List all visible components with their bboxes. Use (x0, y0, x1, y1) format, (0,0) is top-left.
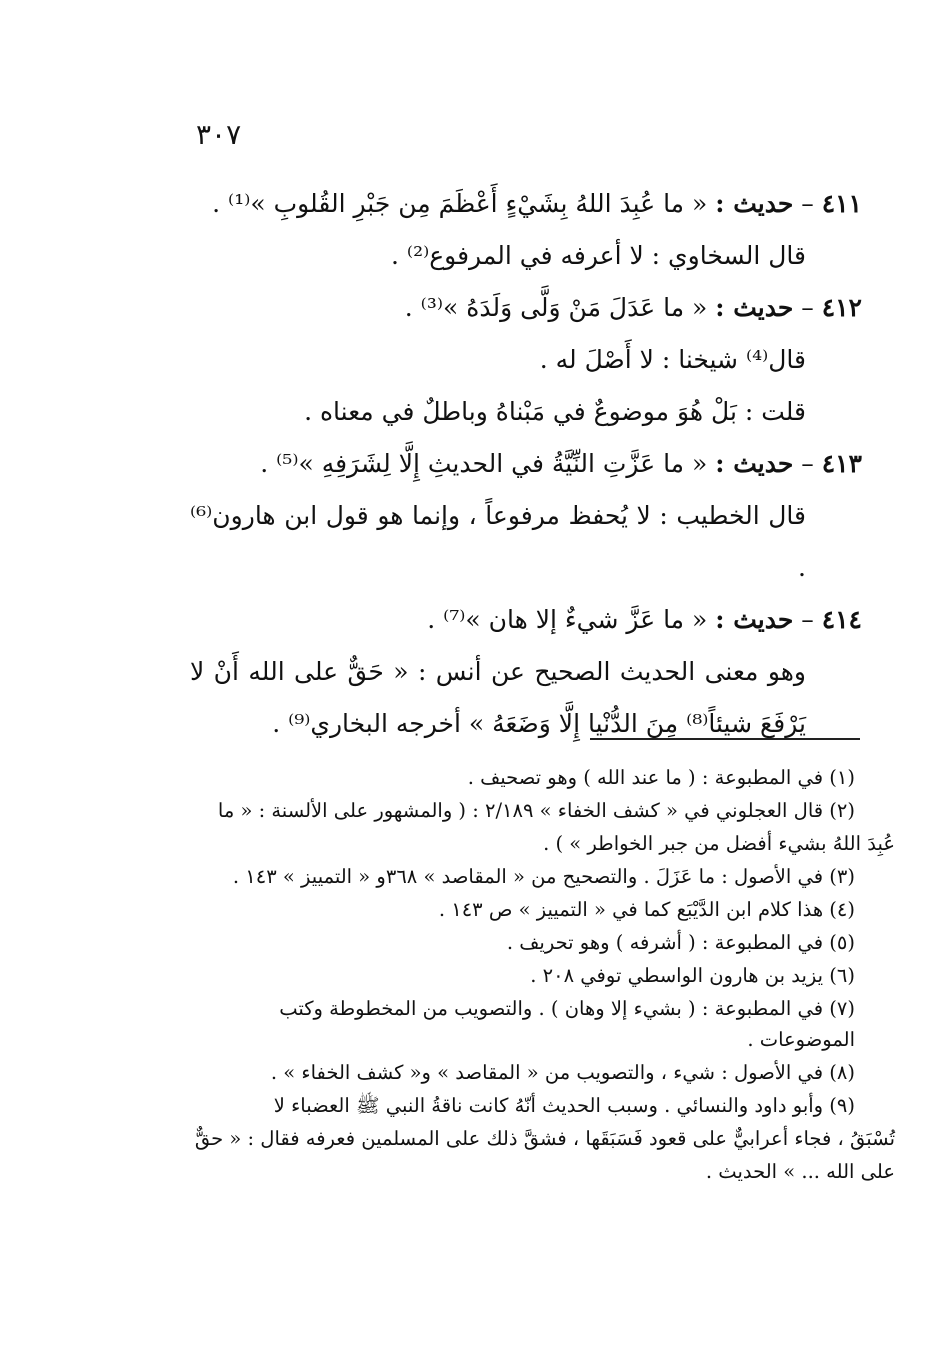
hadith-414 (190, 594, 862, 646)
main-text (190, 178, 862, 750)
hadith-keyword: حديث : (715, 189, 794, 218)
footnote-1: (١) في المطبوعة : ( ما عند الله ) وهو تصحيف . (467, 766, 855, 789)
commentary-411: قال السخاوي : لا أعرفه في المرفوع⁽²⁾ . (391, 241, 806, 270)
commentary-414: وهو معنى الحديث الصحيح عن أنس : « حَقٌّ على الله أَنْ لا يَرْفَعَ شيئاً⁽⁸⁾ مِنَ الدُّنْيا إِلَّا وَضَعَهُ » أخرجه البخاري⁽⁹⁾ . (190, 657, 806, 738)
dash: – (801, 189, 814, 218)
footnote-4: (٤) هذا كلام ابن الدَّيْبَع كما في « التمييز » ص ١٤٣ . (438, 898, 855, 921)
hadith-text: « ما عَزَّ شيءٌ إلا هان »⁽⁷⁾ . (427, 605, 708, 634)
hadith-number: ٤١٣ (821, 449, 862, 478)
footnote-2: (٢) قال العجلوني في « كشف الخفاء » ٢/١٨٩ : ( والمشهور على الألسنة : « ما (217, 799, 855, 822)
hadith-413 (190, 438, 862, 490)
hadith-number: ٤١٢ (821, 293, 862, 322)
commentary-413: قال الخطيب : لا يُحفظ مرفوعاً ، وإنما هو قول ابن هارون⁽⁶⁾ . (190, 501, 806, 582)
hadith-keyword: حديث : (715, 605, 794, 634)
footnotes (190, 760, 895, 1189)
footnote-9-cont: تُسْبَقُ ، فجاء أعرابيٌّ على قعود فَسَبَقَها ، فشقَّ ذلك على المسلمين فعرفه فقال : « حقٌّ (194, 1127, 895, 1150)
footnote-8: (٨) في الأصول : شيء ، والتصويب من « المقاصد » و« كشف الخفاء » . (270, 1061, 855, 1084)
hadith-text: « ما عَزَّتِ النِّيَّةُ في الحديثِ إِلَّا لِشَرَفِهِ »⁽⁵⁾ . (260, 449, 708, 478)
hadith-keyword: حديث : (715, 293, 794, 322)
hadith-number: ٤١١ (821, 189, 862, 218)
hadith-411 (190, 178, 862, 230)
hadith-412 (190, 282, 862, 334)
hadith-number: ٤١٤ (821, 605, 862, 634)
dash: – (801, 293, 814, 322)
commentary-412-b: قلت : بَلْ هُوَ موضوعٌ في مَبْناهُ وباطلٌ في معناه . (304, 397, 806, 426)
footnote-9: (٩) وأبو داود والنسائي . وسبب الحديث أنّهُ كانت ناقةُ النبي ﷺ العضباء لا (273, 1094, 855, 1117)
footnote-7: (٧) في المطبوعة : ( بشيء إلا وهان ) . والتصويب من المخطوطة وكتب الموضوعات . (279, 997, 855, 1051)
footnote-divider (590, 738, 860, 740)
commentary-412-a: قال⁽⁴⁾ شيخنا : لا أَصْلَ له . (539, 345, 806, 374)
footnote-5: (٥) في المطبوعة : ( أشرفه ) وهو تحريف . (506, 931, 855, 954)
dash: – (801, 449, 814, 478)
hadith-text: « ما عُبِدَ اللهُ بِشَيْءٍ أَعْظَمَ مِن جَبْرِ القُلوبِ »⁽¹⁾ . (212, 189, 708, 218)
footnote-2-cont: عُبِدَ اللهُ بشيء أفضل من جبر الخواطر » ) . (543, 832, 895, 855)
hadith-text: « ما عَدَلَ مَنْ وَلَّى وَلَدَهُ »⁽³⁾ . (404, 293, 708, 322)
footnote-6: (٦) يزيد بن هارون الواسطي توفي ٢٠٨ . (530, 964, 855, 987)
footnote-9-end: على الله ... » الحديث . (705, 1160, 895, 1183)
hadith-keyword: حديث : (715, 449, 794, 478)
dash: – (801, 605, 814, 634)
footnote-3: (٣) في الأصول : ما عَزَلَ . والتصحيح من « المقاصد » ٣٦٨و « التمييز » ١٤٣ . (232, 865, 855, 888)
page-number: ٣٠٧ (196, 118, 242, 151)
